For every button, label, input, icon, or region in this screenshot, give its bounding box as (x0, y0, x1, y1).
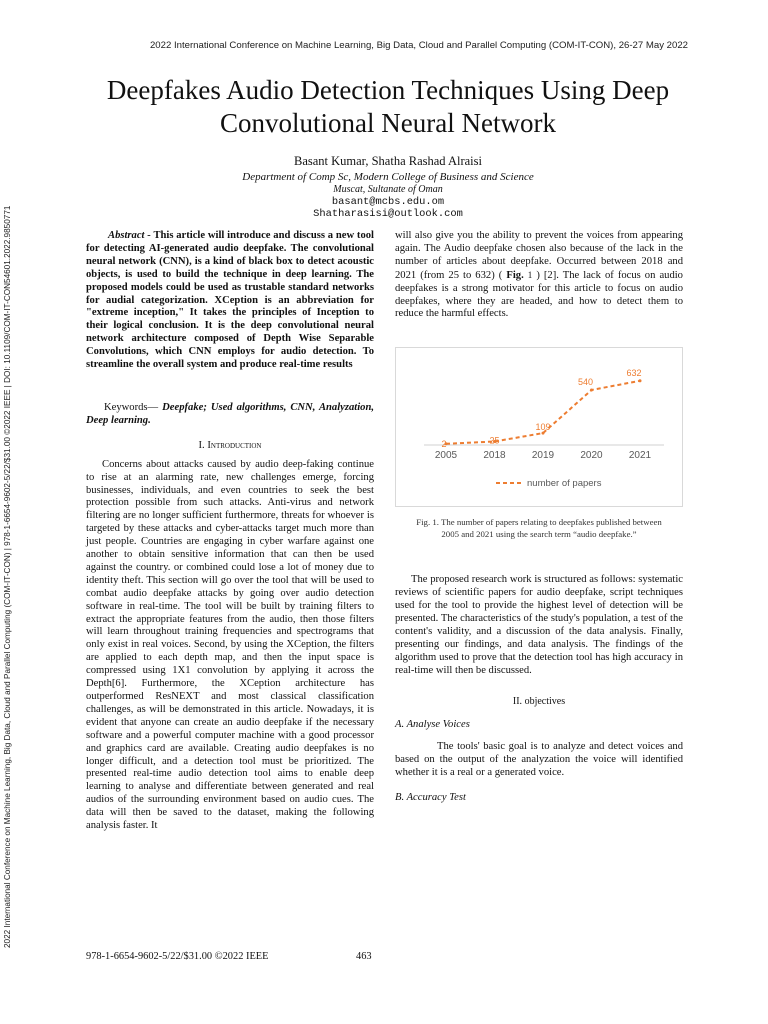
x-tick-label: 2005 (434, 450, 458, 462)
intro-continuation (395, 230, 683, 321)
x-tick-label: 2021 (628, 450, 652, 462)
intro-continuation-after: ) [2]. The lack of focus on audio deepfakes is a strong motivator for this article to focus on audio deepfakes, where they are headed, and how to detect them to reduce the harmful effects. (395, 269, 683, 320)
section-heading-objectives (395, 696, 683, 709)
section-title: Introduction (207, 439, 262, 451)
authors: Basant Kumar, Shatha Rashad Alraisi (293, 154, 482, 168)
x-tick-label: 2018 (483, 450, 506, 462)
data-label: 25 (489, 435, 500, 446)
department: Department of Comp Sc, Modern College of Business and Science (242, 171, 534, 183)
subsection-analyse-voices: A. Analyse Voices (395, 718, 470, 730)
x-tick-label: 2019 (531, 450, 555, 462)
data-point (639, 380, 642, 383)
page-number: 463 (356, 951, 372, 962)
data-label: 540 (577, 377, 594, 388)
data-point (590, 389, 593, 392)
figure-caption: Fig. 1. The number of papers relating to deepfakes published between 2005 and 2021 using the search term “audio deepfake.” (416, 517, 662, 539)
data-label: 109 (535, 422, 551, 433)
figure-reference-number[interactable]: 1 (527, 269, 533, 280)
analyse-voices-paragraph: The tools' basic goal is to analyze and detect voices and based on the output of the analyzation the voice will identified whether it is a real or a generated voice. (395, 741, 683, 779)
footer-isbn: 978-1-6654-9602-5/22/$31.00 ©2022 IEEE (86, 951, 269, 962)
figure-1-chart (395, 347, 683, 507)
abstract-text: This article will introduce and discuss a new tool for detecting AI-generated audio deepfake. The convolutional neural network (CNN), is a kind of black box to detect acoustic objects, is used to build the technique in deep learning. The proposed models could be used as trustable standard networks for audial categorization. XCeption is an abbreviation for "extreme inception," It takes the principles of Inception to their logical conclusion. It is the deep convolutional neural network architecture composed of Depth Wise Separable Convolutions, which CNN employs for audio detection. To streamline the overall system and produce real-time results (86, 230, 374, 371)
conference-header: 2022 International Conference on Machine Learning, Big Data, Cloud and Parallel Computing (COM-IT-CON), 26-27 May 2022 (149, 40, 689, 51)
section-number: I. (198, 439, 205, 451)
section-number: II. (512, 695, 523, 707)
section-title: objectives (524, 695, 566, 707)
structure-paragraph: The proposed research work is structured as follows: systematic reviews of scientific papers for audio deepfake, script techniques used for the tool to provide the highest level of detection will be presented. The characteristics of the study's population, a test of the content's validity, and a discussion of the data analysis. Finally, presenting our findings, and data analysis. The findings of the algorithm used to prove that the detection tool has high accuracy in real-time will then be discussed. (395, 574, 683, 676)
location: Muscat, Sultanate of Oman (333, 184, 443, 195)
left-column (86, 230, 374, 833)
subsection-accuracy-test: B. Accuracy Test (395, 792, 466, 804)
section-heading-introduction (86, 440, 374, 453)
right-column (395, 230, 683, 805)
introduction-body: Concerns about attacks caused by audio deep-faking continue to rise at an alarming rate, new challenges emerge, forcing businesses, individuals, and even countries to seek the best protection possible from such attacks. Anti-virus and network filtering are no longer sufficient furthermore, threats for whoever is targeted by these attacks and cyber-attacks target much more than just people. Countries are engaging in cyber warfare against one another to obtain sensitive information that can then be used against the country. or combined could lose a lot of money due to identity theft. This section will go over the tool that will be used to combat audio deepfake attacks by going over audio detection software in real-time. The tool will be built by training filters to extract the appropriate features from the audio, then those filters will learn throughout training frequencies and spectrograms that only exist in real voices. Second, by using the XCeption, the filters are applied to each depth map, and then the input space is compressed using 1X1 convolution by applying it across the Depth[6]. Furthermore, the XCeption architecture has outperformed ResNEXT and most classical classification challenges, as will be demonstrated in this article. Nowadays, it is evident that anyone can create an audio deepfake if the necessary software and a powerful computer machine with a good processor and graphics card are available. Creating audio deepfakes is no longer difficult, and a detection tool must be prioritized. The presented real-time audio detection tool aims to enable deep learning to analyse and differentiate between generated and real audios of the surrounding environment based on audio cues. The data will then be saved to the dataset, making the following analysis faster. It (86, 458, 374, 832)
paper-title: Deepfakes Audio Detection Techniques Using Deep Convolutional Neural Network (106, 75, 670, 138)
abstract-label: Abstract - (108, 230, 151, 241)
email-link[interactable]: Shatharasisi@outlook.com (313, 208, 463, 220)
side-doi-note: 2022 International Conference on Machine Learning, Big Data, Cloud and Parallel Computing (COM-IT-CON) | 978-1-6654-9602-5/22/$31.00 ©2022 IEEE | DOI: 10.1109/COM-IT-CON54601.2022.9850771 (3, 205, 12, 948)
keywords (86, 402, 374, 428)
keywords-label: Keywords— (104, 401, 159, 413)
data-label: 632 (626, 368, 642, 379)
email-link[interactable]: basant@mcbs.edu.om (331, 196, 445, 208)
intro-continuation-before: will also give you the ability to prevent the voices from appearing again. The Audio deepfake chosen also because of the lack in the number of articles about deepfake. Occurred between 2018 and 2021 (from 25 to 632) ( (395, 230, 683, 281)
data-label: 2 (441, 439, 447, 450)
abstract (86, 230, 374, 372)
chart-svg (396, 348, 682, 506)
x-tick-label: 2020 (580, 450, 603, 462)
keywords-text: Deepfake; Used algorithms, CNN, Analyzation, Deep learning. (86, 401, 374, 426)
figure-reference-label[interactable]: Fig. (506, 269, 524, 281)
legend-label: number of papers (527, 478, 602, 490)
